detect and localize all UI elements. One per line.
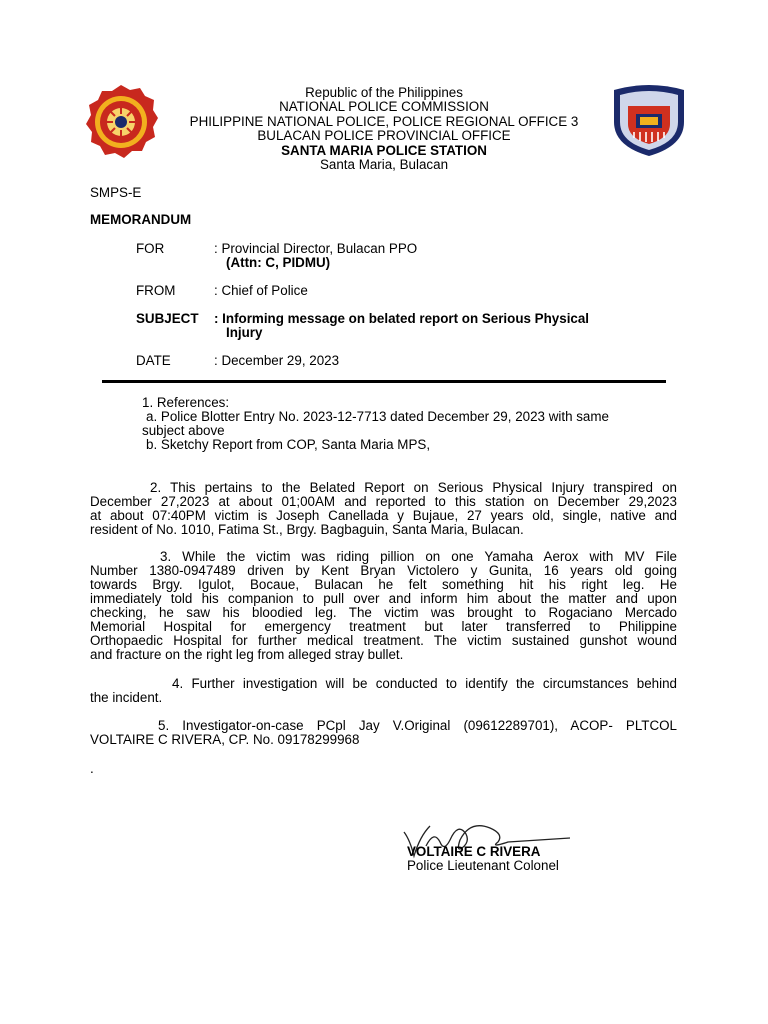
reference-a: a. Police Blotter Entry No. 2023-12-7713 dated December 29, 2023 with same	[146, 409, 609, 424]
subject-value-cont: Injury	[226, 325, 263, 340]
paragraph-line: Number 1380-0947489 driven by Kent Bryan Victolero y Gunita, 16 years old going	[90, 563, 677, 578]
pnp-seal-icon	[84, 84, 158, 160]
paragraph-line: resident of No. 1010, Fatima St., Brgy. Bagbaguin, Santa Maria, Bulacan.	[90, 522, 524, 537]
header-station: SANTA MARIA POLICE STATION	[281, 142, 487, 158]
date-label: DATE	[136, 353, 171, 368]
header-napolcom: NATIONAL POLICE COMMISSION	[279, 99, 489, 115]
paragraph-line: 3. While the victim was riding pillion on one Yamaha Aerox with MV File	[160, 549, 677, 564]
header-location: Santa Maria, Bulacan	[319, 157, 449, 173]
reference-b: b. Sketchy Report from COP, Santa Maria MPS,	[146, 437, 431, 452]
memo-title: MEMORANDUM	[90, 212, 192, 227]
stray-mark: .	[90, 761, 94, 776]
paragraph-line: immediately told his companion to pull over and inform him about the matter and upon	[90, 591, 677, 606]
subject-value: : Informing message on belated report on Serious Physical	[214, 311, 590, 326]
paragraph-5	[90, 719, 677, 747]
paragraph-line: the incident.	[90, 690, 163, 705]
paragraph-line: and fracture on the right leg from alleged stray bullet.	[90, 647, 404, 662]
references-title: 1. References:	[142, 395, 230, 410]
paragraph-line: towards Brgy. Igulot, Bocaue, Bulacan he felt something hit his right leg. He	[90, 577, 677, 592]
reference-a-cont: subject above	[142, 423, 225, 438]
signatory-rank: Police Lieutenant Colonel	[407, 858, 559, 873]
sta-maria-police-badge-icon	[610, 84, 688, 158]
paragraph-line: December 27,2023 at about 01;00AM and reported to this station on December 29,2023	[90, 494, 677, 509]
signatory-name: VOLTAIRE C RIVERA	[407, 844, 541, 859]
memo-code: SMPS-E	[90, 185, 142, 200]
paragraph-line: Memorial Hospital for emergency treatment but later transferred to Philippine	[90, 619, 677, 634]
subject-label: SUBJECT	[136, 311, 199, 326]
paragraph-line: 2. This pertains to the Belated Report on Serious Physical Injury transpired on	[150, 480, 677, 495]
paragraph-line: VOLTAIRE C RIVERA, CP. No. 09178299968	[90, 732, 360, 747]
header-bulacan-ppo: BULACAN POLICE PROVINCIAL OFFICE	[257, 128, 511, 144]
header-divider	[102, 380, 666, 383]
paragraph-line: at about 07:40PM victim is Joseph Canellada y Bujaue, 27 years old, single, native and	[90, 508, 677, 523]
for-label: FOR	[136, 241, 165, 256]
letterhead	[150, 86, 618, 172]
header-pnp-pro3: PHILIPPINE NATIONAL POLICE, POLICE REGIONAL OFFICE 3	[189, 113, 579, 129]
for-attn: (Attn: C, PIDMU)	[226, 255, 331, 270]
paragraph-4	[90, 677, 677, 705]
paragraph-line: 4. Further investigation will be conducted to identify the circumstances behind	[172, 676, 677, 691]
paragraph-2	[90, 481, 677, 537]
header-republic: Republic of the Philippines	[305, 85, 463, 100]
paragraph-line: Orthopaedic Hospital for further medical treatment. The victim sustained gunshot wound	[90, 633, 677, 648]
from-label: FROM	[136, 283, 176, 298]
paragraph-line: 5. Investigator-on-case PCpl Jay V.Original (09612289701), ACOP- PLTCOL	[158, 718, 677, 733]
paragraph-line: checking, he saw his bloodied leg. The victim was brought to Rogaciano Mercado	[90, 605, 677, 620]
for-value: : Provincial Director, Bulacan PPO	[214, 241, 418, 256]
from-value: : Chief of Police	[214, 283, 308, 298]
date-value: : December 29, 2023	[214, 353, 340, 368]
paragraph-3	[90, 550, 677, 662]
